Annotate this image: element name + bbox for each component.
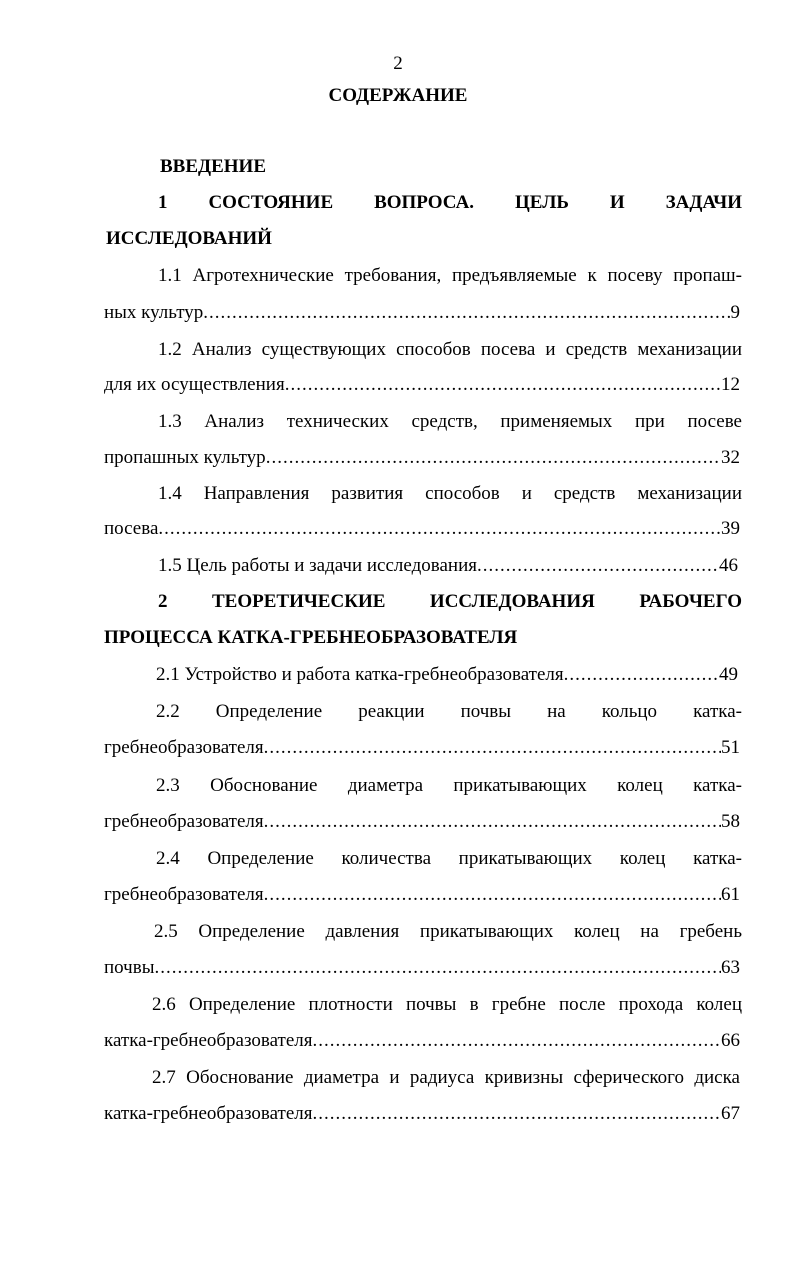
- toc-entry-page: 61: [721, 884, 740, 905]
- chapter-2-heading-line1: 2 ТЕОРЕТИЧЕСКИЕ ИССЛЕДОВАНИЯ РАБОЧЕГО: [158, 591, 742, 612]
- toc-entry-label: посева: [104, 518, 159, 539]
- toc-entry-label: катка-гребнеобразователя: [104, 1030, 313, 1051]
- toc-entry-page: 39: [721, 518, 740, 539]
- dot-leader: [564, 663, 719, 687]
- toc-entry-page: 63: [721, 957, 740, 978]
- chapter-2-heading-line2: ПРОЦЕССА КАТКА-ГРЕБНЕОБРАЗОВАТЕЛЯ: [104, 627, 518, 648]
- toc-entry-1-3: [104, 446, 740, 470]
- toc-entry-2-5-line1: 2.5 Определение давления прикатывающих колец на гребень: [154, 921, 742, 942]
- toc-entry-2-4: [104, 883, 740, 907]
- toc-entry-2-4-line1: 2.4 Определение количества прикатывающих колец катка-: [156, 848, 742, 869]
- toc-entry-label: 2.1 Устройство и работа катка-гребнеобразователя: [156, 664, 564, 685]
- toc-entry-2-6: [104, 1029, 740, 1053]
- chapter-1-heading-line2: ИССЛЕДОВАНИЙ: [106, 228, 272, 249]
- toc-entry-page: 67: [721, 1103, 740, 1124]
- toc-entry-label: ных культур: [104, 302, 204, 323]
- toc-entry-2-1: [156, 663, 738, 687]
- toc-entry-label: гребнеобразователя: [104, 737, 264, 758]
- toc-entry-2-6-line1: 2.6 Определение плотности почвы в гребне после прохода колец: [152, 994, 742, 1015]
- dot-leader: [264, 736, 721, 760]
- toc-entry-2-3-line1: 2.3 Обоснование диаметра прикатывающих колец катка-: [156, 775, 742, 796]
- toc-entry-1-3-line1: 1.3 Анализ технических средств, применяемых при посеве: [158, 411, 742, 432]
- dot-leader: [203, 301, 730, 325]
- toc-entry-label: гребнеобразователя: [104, 811, 264, 832]
- toc-entry-page: 46: [719, 555, 738, 576]
- dot-leader: [264, 883, 721, 907]
- toc-title: СОДЕРЖАНИЕ: [328, 85, 468, 106]
- toc-entry-page: 51: [721, 737, 740, 758]
- toc-entry-2-7: [104, 1102, 740, 1126]
- toc-entry-label: почвы: [104, 957, 155, 978]
- toc-entry-2-3: [104, 810, 740, 834]
- toc-entry-2-2-line1: 2.2 Определение реакции почвы на кольцо катка-: [156, 701, 742, 722]
- toc-entry-page: 9: [730, 302, 740, 323]
- dot-leader: [313, 1102, 722, 1126]
- toc-entry-2-5: [104, 956, 740, 980]
- toc-entry-1-4-line1: 1.4 Направления развития способов и средств механизации: [158, 483, 742, 504]
- toc-entry-label: 1.5 Цель работы и задачи исследования: [158, 555, 477, 576]
- toc-entry-page: 66: [721, 1030, 740, 1051]
- toc-entry-1-2-line1: 1.2 Анализ существующих способов посева и средств механизации: [158, 339, 742, 360]
- toc-entry-1-2: [104, 373, 740, 397]
- toc-entry-label: для их осуществления: [104, 374, 285, 395]
- toc-entry-1-1-line1: 1.1 Агротехнические требования, предъявляемые к посеву пропаш-: [158, 265, 742, 286]
- dot-leader: [285, 373, 721, 397]
- toc-entry-label: катка-гребнеобразователя: [104, 1103, 313, 1124]
- dot-leader: [154, 956, 721, 980]
- toc-entry-page: 32: [721, 447, 740, 468]
- toc-entry-label: пропашных культур: [104, 447, 266, 468]
- toc-entry-1-1: [104, 301, 740, 325]
- dot-leader: [264, 810, 721, 834]
- dot-leader: [313, 1029, 722, 1053]
- toc-entry-label: гребнеобразователя: [104, 884, 264, 905]
- toc-intro: ВВЕДЕНИЕ: [160, 156, 266, 177]
- toc-entry-page: 12: [721, 374, 740, 395]
- chapter-1-heading-line1: 1 СОСТОЯНИЕ ВОПРОСА. ЦЕЛЬ И ЗАДАЧИ: [158, 192, 742, 213]
- toc-entry-page: 58: [721, 811, 740, 832]
- dot-leader: [158, 517, 721, 541]
- page-number: 2: [393, 53, 403, 74]
- dot-leader: [477, 554, 719, 578]
- toc-entry-2-2: [104, 736, 740, 760]
- dot-leader: [266, 446, 721, 470]
- toc-entry-2-7-line1: 2.7 Обоснование диаметра и радиуса кривизны сферического диска: [152, 1067, 740, 1088]
- toc-entry-1-5: [158, 554, 738, 578]
- toc-entry-page: 49: [719, 664, 738, 685]
- toc-entry-1-4: [104, 517, 740, 541]
